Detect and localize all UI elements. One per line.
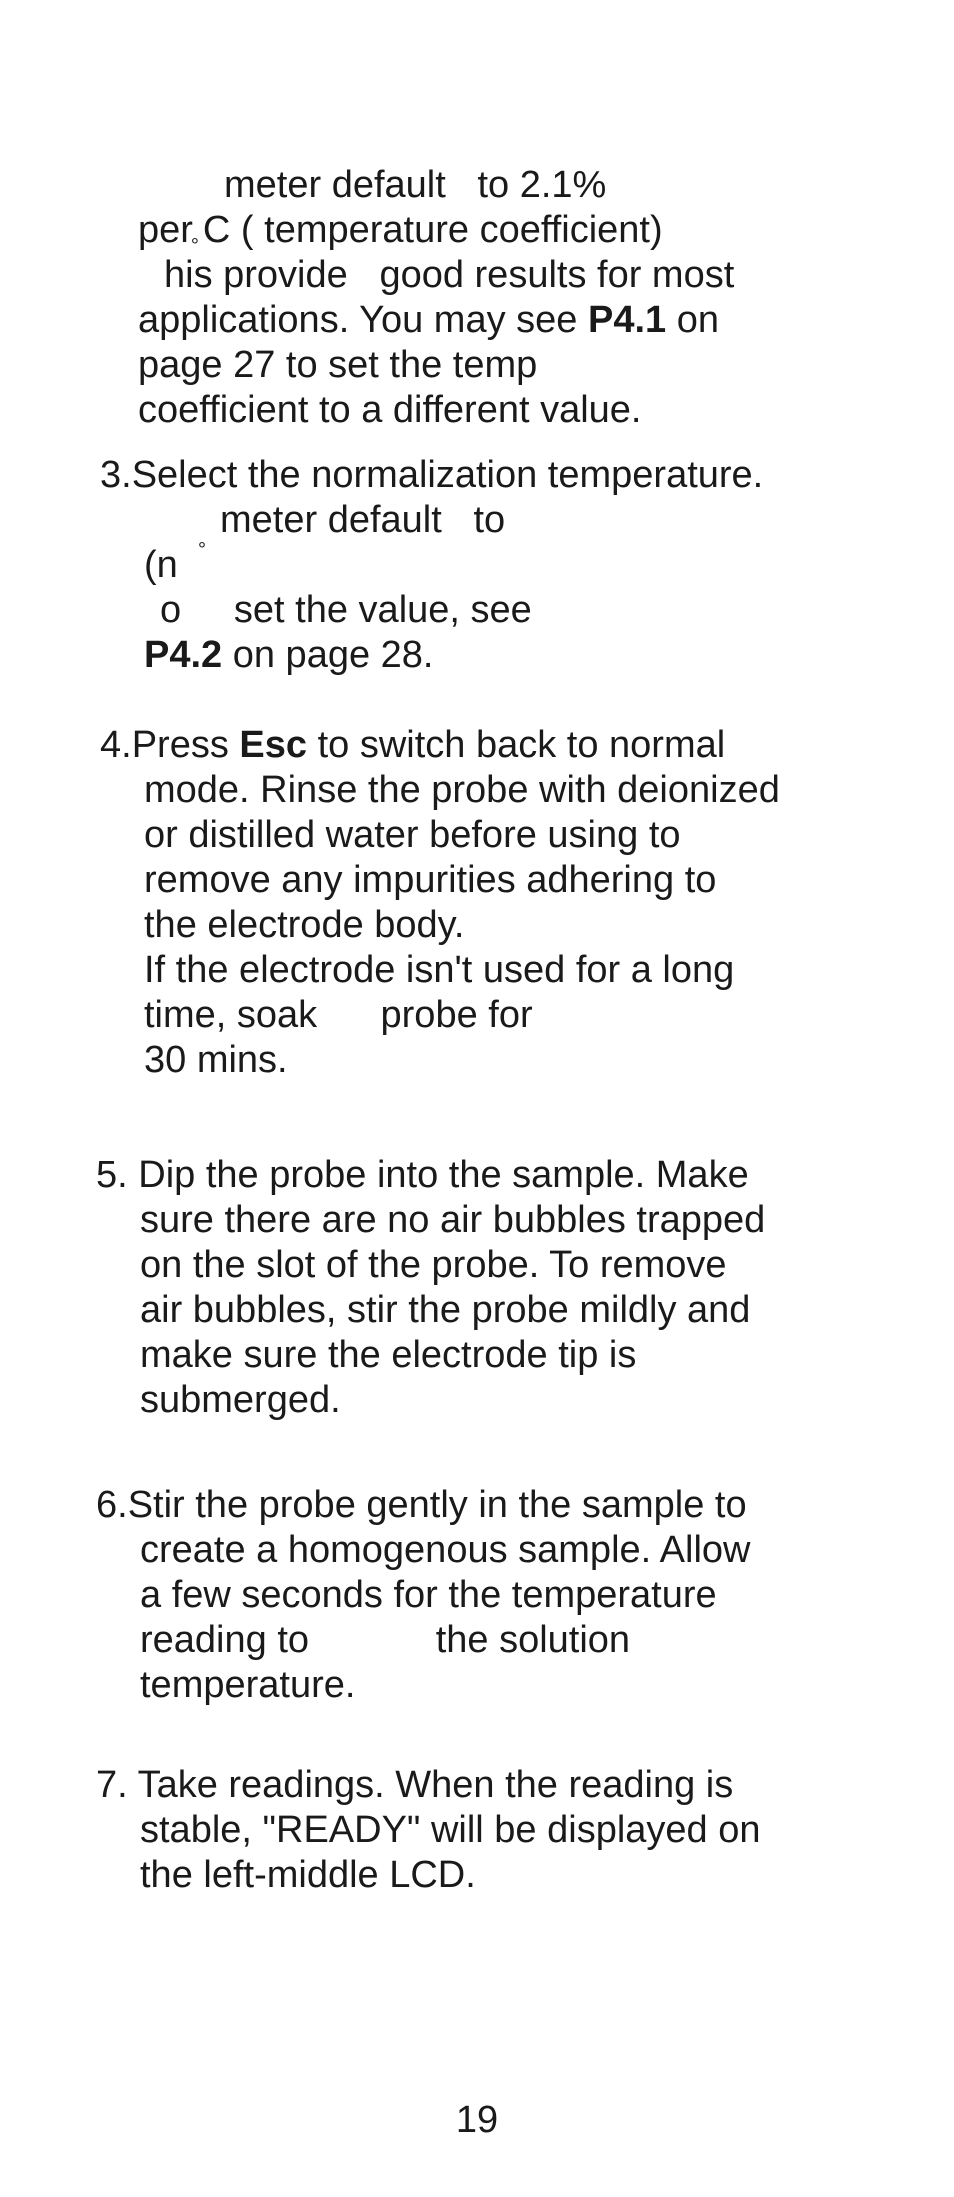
top-line-4 xyxy=(138,297,719,343)
degree-symbol: ° xyxy=(190,235,199,257)
step3-line-5-b: on page 28. xyxy=(222,634,434,676)
step3-line-1: 3.Select the normalization temperature. xyxy=(100,454,764,496)
degree-symbol-2: ° xyxy=(198,539,206,561)
top-line-2-a: per xyxy=(138,209,193,251)
step4-line-1 xyxy=(100,722,725,768)
step4-line-7: time, soak probe for xyxy=(144,994,533,1036)
top-line-6: coefficient to a different value. xyxy=(138,389,642,431)
step5-line-4: air bubbles, stir the probe mildly and xyxy=(140,1289,751,1331)
step5-line-1: 5. Dip the probe into the sample. Make xyxy=(96,1154,749,1196)
top-line-5: page 27 to set the temp xyxy=(138,344,538,386)
step7-line-1: 7. Take readings. When the reading is xyxy=(96,1764,734,1806)
step4-line-4: remove any impurities adhering to xyxy=(144,859,717,901)
step4-line-1-a: 4.Press xyxy=(100,724,240,766)
top-line-4-b: on xyxy=(666,299,719,341)
step4-line-6: If the electrode isn't used for a long xyxy=(144,949,735,991)
step3-line-5 xyxy=(144,632,433,678)
top-line-4-a: applications. You may see xyxy=(138,299,588,341)
param-p42: P4.2 xyxy=(144,634,223,676)
step6-line-2: create a homogenous sample. Allow xyxy=(140,1529,751,1571)
step5-line-5: make sure the electrode tip is xyxy=(140,1334,637,1376)
page-number: 19 xyxy=(455,2099,499,2141)
top-line-2-b: C ( temperature coefficient) xyxy=(202,209,663,251)
top-line-1: meter default to 2.1% xyxy=(224,164,607,206)
step3-line-4: o set the value, see xyxy=(160,589,532,631)
step4-line-8: 30 mins. xyxy=(144,1039,288,1081)
step3-line-2: meter default to xyxy=(220,499,506,541)
step6-line-4: reading to the solution xyxy=(140,1619,631,1661)
step4-line-3: or distilled water before using to xyxy=(144,814,681,856)
step7-line-2: stable, "READY" will be displayed on xyxy=(140,1809,761,1851)
step4-line-2: mode. Rinse the probe with deionized xyxy=(144,769,780,811)
step4-line-1-b: to switch back to normal xyxy=(307,724,726,766)
esc-key-label: Esc xyxy=(239,724,308,766)
step5-line-6: submerged. xyxy=(140,1379,341,1421)
step7-line-3: the left-middle LCD. xyxy=(140,1854,476,1896)
step4-line-5: the electrode body. xyxy=(144,904,465,946)
step6-line-3: a few seconds for the temperature xyxy=(140,1574,717,1616)
step3-line-3: (n xyxy=(144,544,178,586)
param-p41: P4.1 xyxy=(587,299,667,341)
step6-line-1: 6.Stir the probe gently in the sample to xyxy=(96,1484,747,1526)
top-line-2 xyxy=(138,207,663,257)
top-line-3: his provide good results for most xyxy=(164,254,735,296)
step5-line-2: sure there are no air bubbles trapped xyxy=(140,1199,766,1241)
step5-line-3: on the slot of the probe. To remove xyxy=(140,1244,727,1286)
step6-line-5: temperature. xyxy=(140,1664,356,1706)
